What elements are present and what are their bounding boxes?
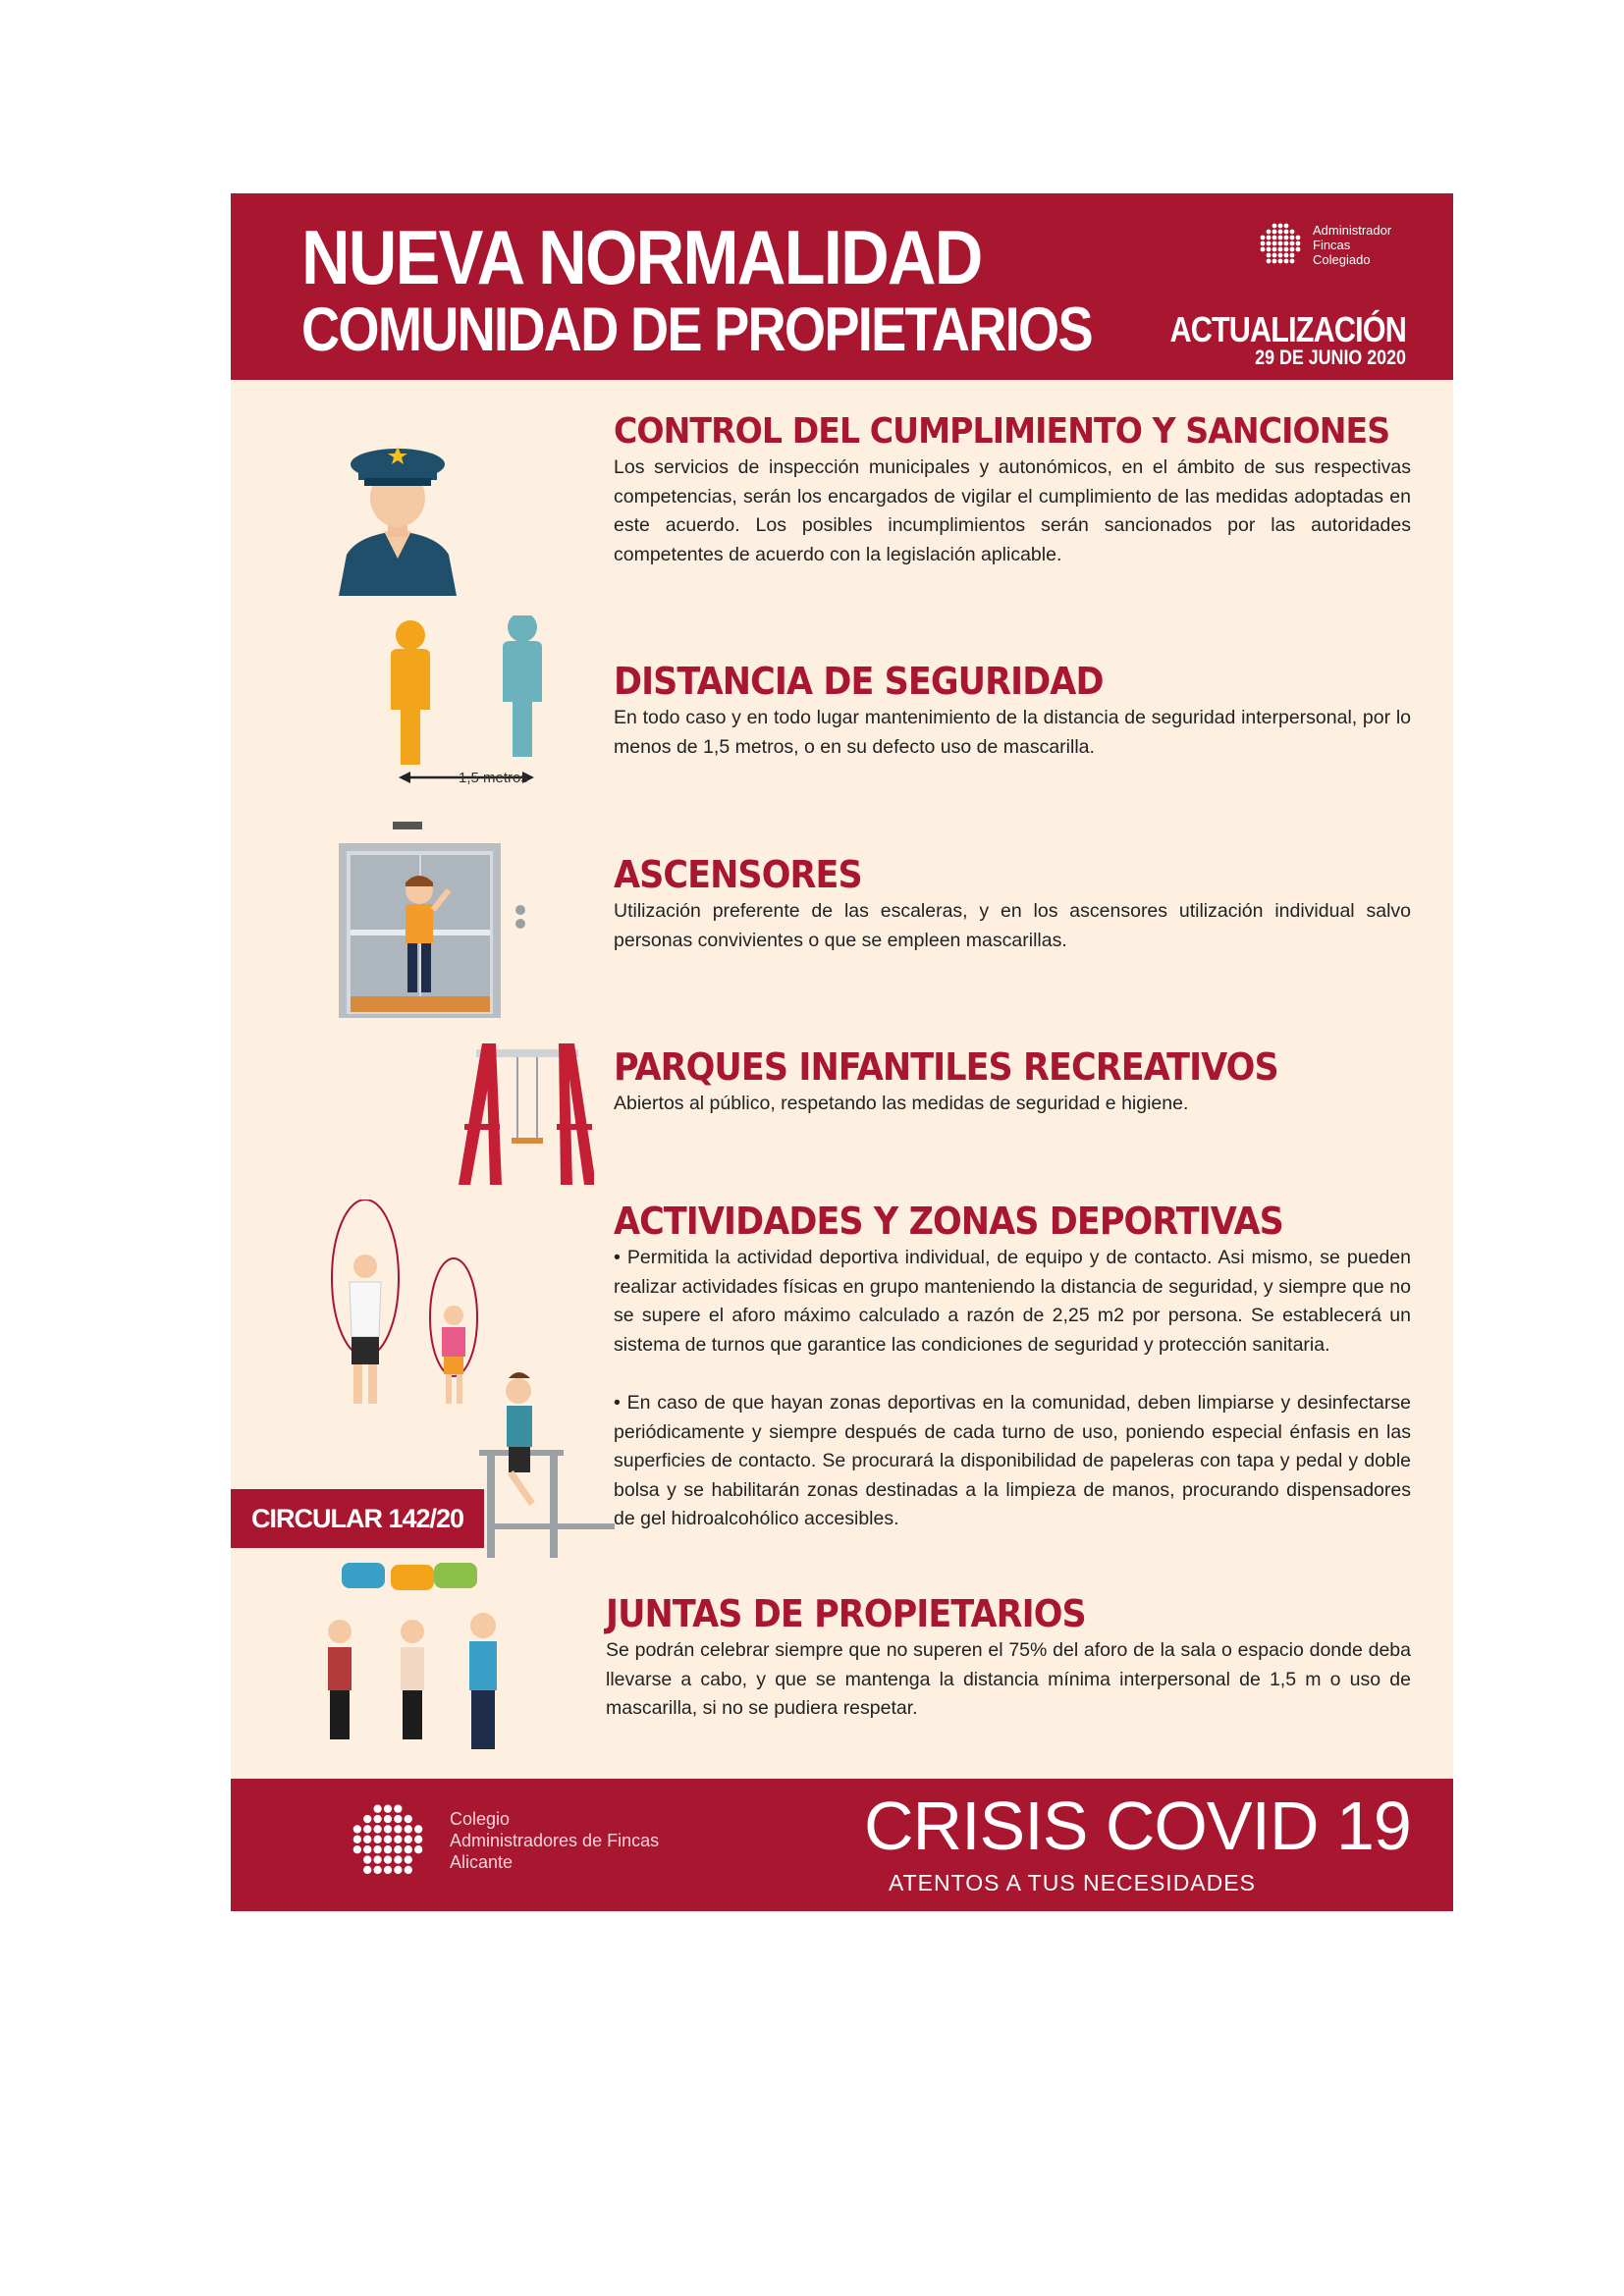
logo-line: Administradores de Fincas: [450, 1831, 660, 1850]
section-text-control: Los servicios de inspección municipales y autonómicos, en el ámbito de sus respectivas competencias, serán los encargados de vigilar el cumplimiento de las medidas adoptadas en este acuerdo. Los posibles incumplimientos serán sancionados por las autoridades competentes de acuerdo con la legislación aplicable.: [614, 456, 1411, 565]
paragraph: • En caso de que hayan zonas deportivas en la comunidad, deben limpiarse y desinfectarse periódicamente y siempre después de cada turno de uso, poniendo especial énfasis en las superficies de contacto. Se procurará la disponibilidad de papeleras con tapa y pedal y doble bolsa y se habilitarán zonas destinadas a la limpieza de manos, procurando dispensadores de gel hidroalcohólico accesibles.: [614, 1392, 1411, 1529]
paragraph: • Permitida la actividad deportiva individual, de equipo y de contacto. Asi mismo, se pueden realizar actividades físicas en grupo manteniendo la distancia de seguridad, y siempre que no se supere el aforo máximo calculado a razón de 2,25 m2 por persona. Se establecerá un sistema de turnos que garantice las condiciones de seguridad y protección sanitaria.: [614, 1247, 1411, 1356]
distance-label: 1,5 metros: [459, 770, 528, 786]
section-title-control: CONTROL DEL CUMPLIMIENTO Y SANCIONES: [614, 411, 1390, 452]
footer-logo-caption: [450, 1808, 659, 1873]
section-text-ascensores: Utilización preferente de las escaleras, y en los ascensores utilización individual salvo personas convivientes o que se empleen mascarillas.: [614, 900, 1411, 951]
logo-line: Colegio: [450, 1809, 511, 1829]
elevator-icon: [339, 822, 535, 1018]
logo-line: Colegiado: [1313, 252, 1371, 267]
distance-people-icon: [363, 615, 569, 787]
section-title-parques: PARQUES INFANTILES RECREATIVOS: [614, 1045, 1278, 1089]
college-logo-icon: [1255, 221, 1306, 272]
section-text-distancia: En todo caso y en todo lugar mantenimiento de la distancia de seguridad interpersonal, por lo menos de 1,5 metros, o en su defecto uso de mascarilla.: [614, 707, 1411, 758]
footer-tagline: ATENTOS A TUS NECESIDADES: [889, 1870, 1256, 1896]
section-text-juntas: Se podrán celebrar siempre que no superen el 75% del aforo de la sala o espacio donde deba llevarse a cabo, y que se mantenga la distancia mínima interpersonal de 1,5 m o uso de mascarilla, si no se pudiera respetar.: [606, 1639, 1411, 1719]
section-text-actividades: [614, 1244, 1411, 1534]
header-banner: [231, 193, 1453, 380]
page-subtitle: COMUNIDAD DE PROPIETARIOS: [301, 295, 1092, 364]
section-title-juntas: JUNTAS DE PROPIETARIOS: [606, 1592, 1086, 1635]
section-text-parques: Abiertos al público, respetando las medidas de seguridad e higiene.: [614, 1093, 1189, 1114]
police-officer-icon: [329, 429, 466, 596]
logo-caption: [1313, 223, 1391, 267]
section-title-actividades: ACTIVIDADES Y ZONAS DEPORTIVAS: [614, 1200, 1283, 1243]
swing-icon: [457, 1040, 594, 1187]
logo-line: Fincas: [1313, 238, 1351, 252]
page-title: NUEVA NORMALIDAD: [301, 214, 982, 300]
section-title-ascensores: ASCENSORES: [614, 853, 862, 896]
poster: [231, 193, 1453, 1911]
college-logo-icon: [344, 1800, 432, 1889]
footer-banner: [231, 1779, 1453, 1911]
logo-line: Administrador: [1313, 223, 1392, 238]
section-title-distancia: DISTANCIA DE SEGURIDAD: [614, 660, 1104, 703]
circular-badge: CIRCULAR 142/20: [231, 1489, 484, 1548]
meeting-people-icon: [314, 1563, 530, 1759]
update-label: ACTUALIZACIÓN: [1169, 309, 1406, 349]
logo-line: Alicante: [450, 1852, 514, 1872]
update-badge: [1128, 309, 1406, 370]
footer-headline: CRISIS COVID 19: [864, 1788, 1411, 1864]
update-date: 29 DE JUNIO 2020: [1255, 347, 1406, 369]
